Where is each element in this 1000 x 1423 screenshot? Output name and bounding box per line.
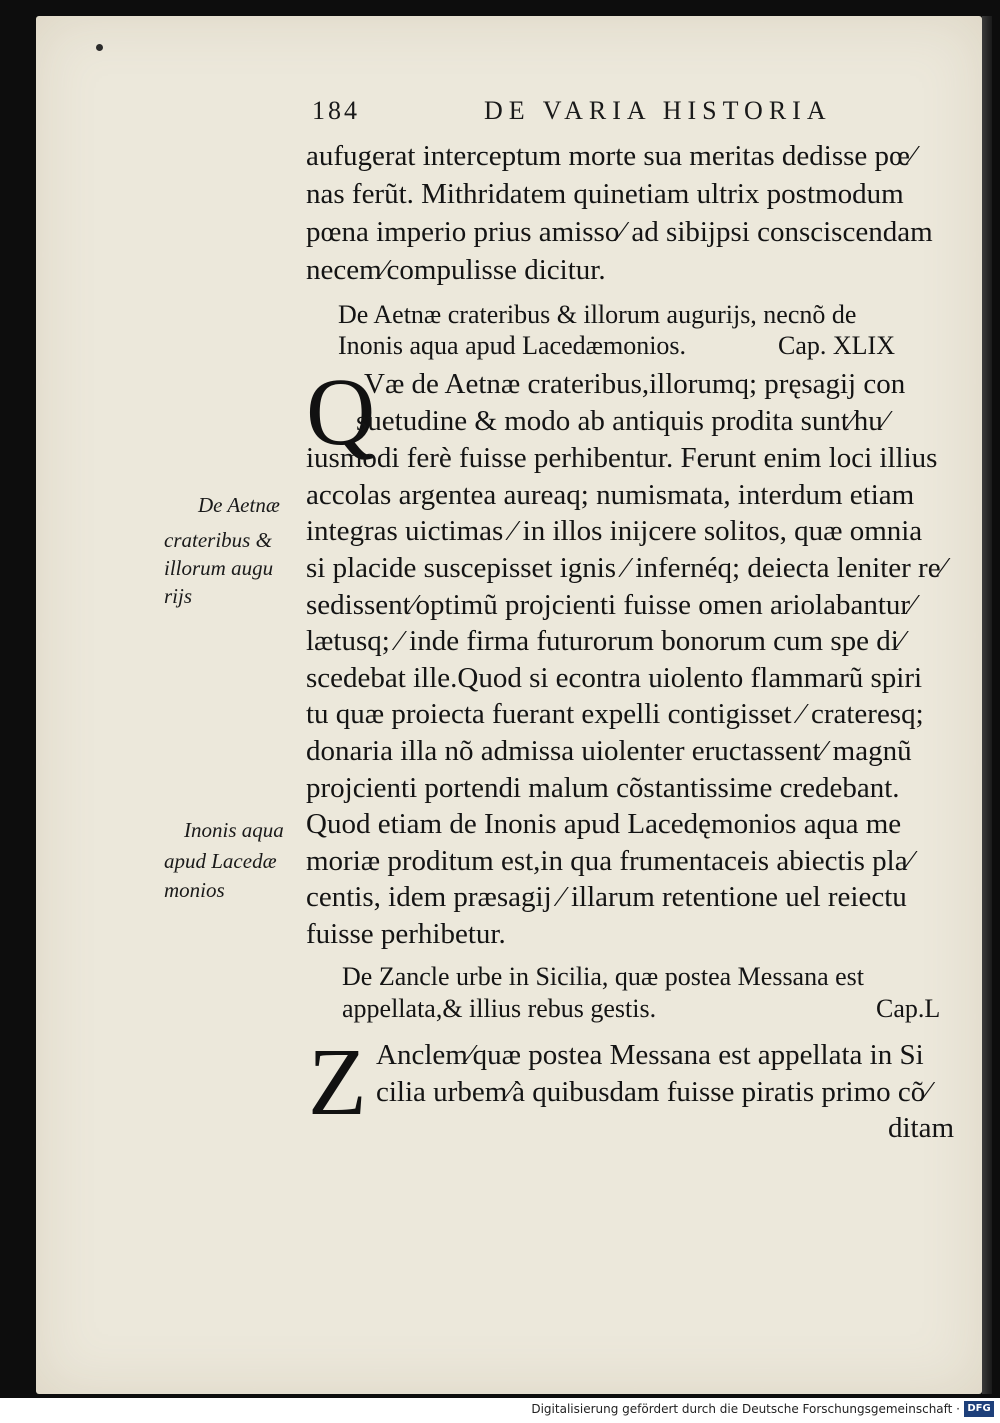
chapter-number: Cap. XLIX — [778, 331, 895, 360]
chapter-number: Cap.L — [876, 994, 941, 1023]
text-line: aufugerat interceptum morte sua meritas dedisse pœ⁄ — [306, 140, 915, 172]
text-line: projcienti portendi malum cõstantissime credebant. — [306, 772, 900, 804]
text-line: accolas argentea aureaq; numismata, interdum etiam — [306, 479, 915, 511]
drop-cap: Q — [306, 358, 376, 465]
text-line: necem⁄compulisse dicitur. — [306, 254, 606, 286]
text-line: iusmodi ferè fuisse perhibentur. Ferunt enim loci illius — [306, 442, 938, 474]
text-line: lætusq; ⁄ inde firma futurorum bonorum cum spe di⁄ — [306, 625, 904, 657]
text-line: Quod etiam de Inonis apud Lacedęmonios aqua me — [306, 808, 902, 840]
margin-line: Inonis aqua — [184, 818, 284, 842]
text-line: Væ de Aetnæ crateribus,illorumq; pręsagij con — [364, 368, 906, 400]
text-line: Anclem⁄quæ postea Messana est appellata in Si — [376, 1039, 924, 1071]
digitization-footer — [0, 1398, 1000, 1423]
margin-line: illorum augu — [164, 556, 274, 580]
text-line: nas ferũt. Mithridatem quinetiam ultrix postmodum — [306, 178, 904, 210]
chapter-heading-line: De Aetnæ crateribus & illorum augurijs, necnõ de — [338, 300, 857, 329]
text-line: fuisse perhibetur. — [306, 918, 506, 950]
text-line: centis, idem præsagij ⁄ illarum retentione uel reiectu — [306, 881, 907, 913]
text-line: cilia urbem⁄à quibusdam fuisse piratis primo cõ⁄ — [376, 1076, 931, 1108]
chapter-heading-line: De Zancle urbe in Sicilia, quæ postea Messana est — [342, 962, 865, 991]
text-line: donaria illa nõ admissa uiolenter eructassent⁄ magnũ — [306, 735, 912, 767]
footer-credit: Digitalisierung gefördert durch die Deutsche Forschungsgemeinschaft · — [531, 1402, 960, 1416]
running-title: DE VARIA HISTORIA — [484, 96, 832, 125]
drop-cap: Z — [308, 1028, 367, 1135]
page-number: 184 — [312, 96, 360, 125]
margin-line: rijs — [164, 584, 193, 608]
margin-line: monios — [164, 878, 225, 902]
page-spot — [96, 44, 103, 51]
text-line: scedebat ille.Quod si econtra uiolento flammarũ spiri — [306, 662, 923, 694]
running-head — [312, 96, 972, 136]
margin-line: crateribus & — [164, 528, 272, 552]
text-line: si placide suscepisset ignis ⁄ infernéq; deiecta leniter re⁄ — [306, 552, 946, 584]
chapter-heading-line: Inonis aqua apud Lacedæmonios. — [338, 331, 687, 360]
chapter-heading-line: appellata,& illius rebus gestis. — [342, 994, 657, 1023]
text-line: moriæ proditum est,in qua frumentaceis abiectis pla⁄ — [306, 845, 913, 877]
catchword: ditam — [888, 1112, 955, 1144]
text-line: sedissent⁄optimũ projcienti fuisse omen ariolabantur⁄ — [306, 589, 915, 621]
dfg-logo-icon: DFG — [964, 1401, 994, 1417]
page-edge — [982, 16, 992, 1394]
text-line: suetudine & modo ab antiquis prodita sunt⁄hu⁄ — [356, 405, 888, 437]
margin-line: De Aetnæ — [198, 493, 280, 517]
text-line: integras uictimas ⁄ in illos inijcere solitos, quæ omnia — [306, 515, 923, 547]
text-line: tu quæ proiecta fuerant expelli contigisset ⁄ crateresq; — [306, 698, 924, 730]
margin-line: apud Lacedæ — [164, 849, 277, 873]
text-line: pœna imperio prius amisso⁄ ad sibijpsi consciscendam — [306, 216, 933, 248]
